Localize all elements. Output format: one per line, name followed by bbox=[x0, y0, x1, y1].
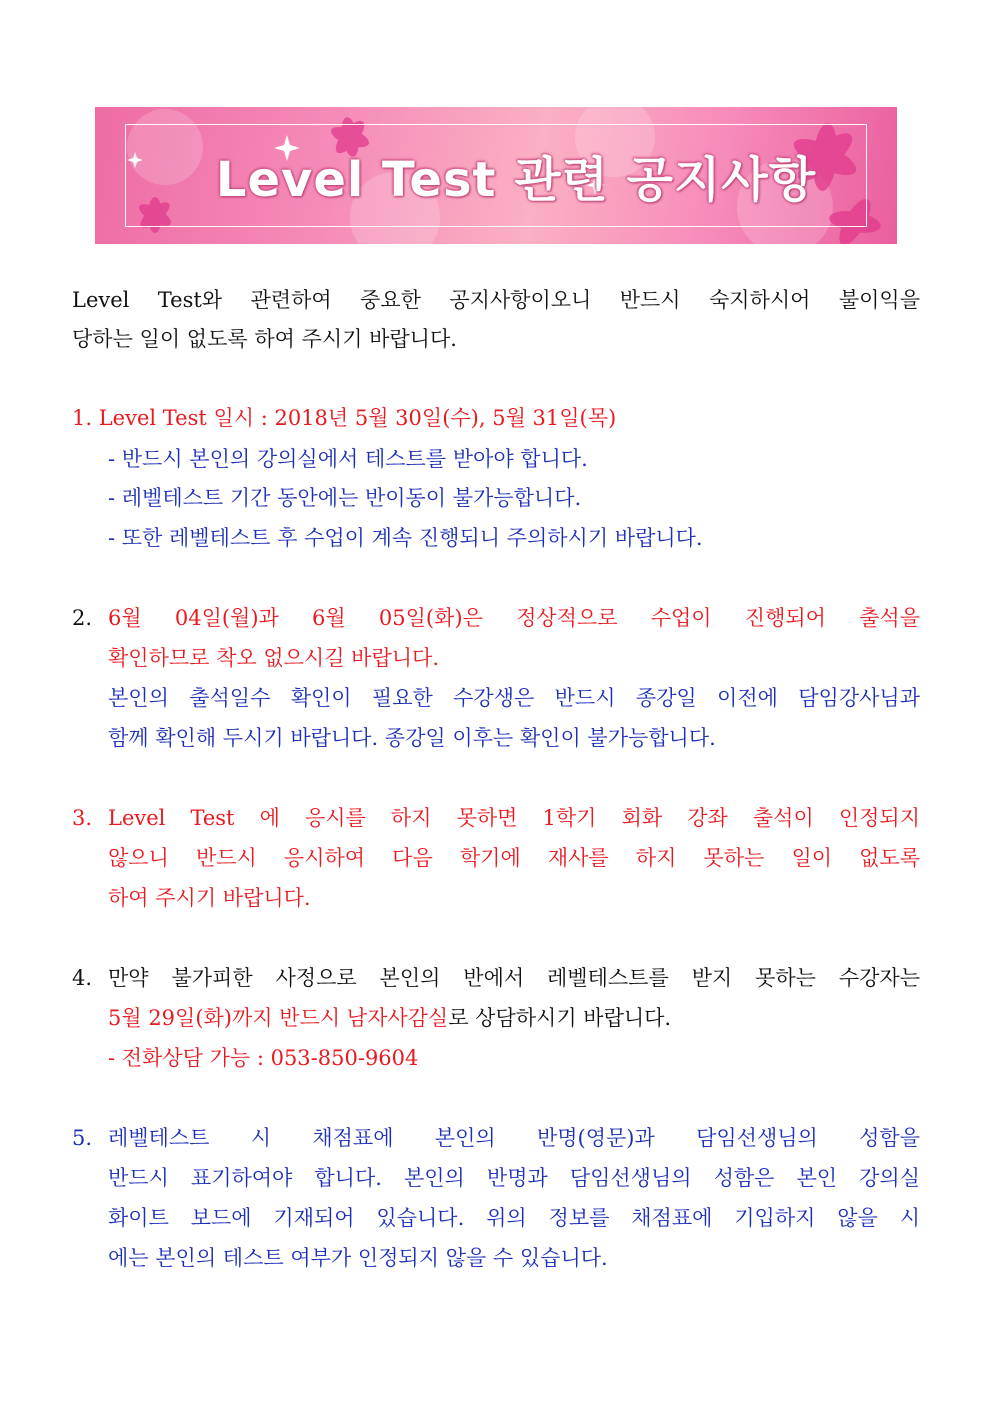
item-1-heading: 1. Level Test 일시 : 2018년 5월 30일(수), 5월 31일(목) bbox=[72, 406, 617, 430]
item-2-line-4: 함께 확인해 두시기 바랍니다. 종강일 이후는 확인이 불가능합니다. bbox=[108, 726, 716, 750]
item-4-line-2 bbox=[108, 1005, 671, 1031]
title-banner bbox=[95, 107, 897, 244]
item-5-number: 5. bbox=[72, 1126, 93, 1150]
item-5-text-1: 레벨테스트 시 채점표에 본인의 반명(영문)과 담임선생님의 성함을 bbox=[108, 1126, 920, 1150]
item-4-text-1: 만약 불가피한 사정으로 본인의 반에서 레벨테스트를 받지 못하는 수강자는 bbox=[108, 966, 920, 990]
item-2-text-1: 6월 04일(월)과 6월 05일(화)은 정상적으로 수업이 진행되어 출석을 bbox=[108, 606, 920, 630]
item-5-line-4: 에는 본인의 테스트 여부가 인정되지 않을 수 있습니다. bbox=[108, 1246, 608, 1270]
intro-text-1: Level Test와 관련하여 중요한 공지사항이오니 반드시 숙지하시어 불이익을 bbox=[72, 288, 920, 312]
item-2-text-3: 본인의 출석일수 확인이 필요한 수강생은 반드시 종강일 이전에 담임강사님과 bbox=[108, 686, 920, 710]
item-2-line-2: 확인하므로 착오 없으시길 바랍니다. bbox=[108, 646, 439, 670]
item-4-deadline-text: 5월 29일(화)까지 반드시 남자사감실 bbox=[108, 1006, 449, 1030]
item-4-line-1 bbox=[108, 965, 920, 991]
item-1-bullet-2: - 레벨테스트 기간 동안에는 반이동이 불가능합니다. bbox=[108, 486, 582, 510]
item-4-phone-line: - 전화상담 가능 : 053-850-9604 bbox=[108, 1046, 419, 1070]
item-5-line-2 bbox=[108, 1165, 920, 1191]
item-4-consult-text: 로 상담하시기 바랍니다. bbox=[448, 1006, 672, 1030]
item-3-number: 3. bbox=[72, 806, 93, 830]
page-title: Level Test 관련 공지사항 bbox=[215, 152, 817, 208]
item-2-line-1 bbox=[108, 605, 920, 631]
intro-line-2: 당하는 일이 없도록 하여 주시기 바랍니다. bbox=[72, 327, 457, 351]
intro-line-1 bbox=[72, 287, 920, 313]
item-3-line-1 bbox=[108, 805, 920, 831]
item-2-line-3 bbox=[108, 685, 920, 711]
item-4-number: 4. bbox=[72, 966, 93, 990]
item-5-line-1 bbox=[108, 1125, 920, 1151]
item-5-text-2: 반드시 표기하여야 합니다. 본인의 반명과 담임선생님의 성함은 본인 강의실 bbox=[108, 1166, 920, 1190]
item-3-line-2 bbox=[108, 845, 920, 871]
item-3-text-1: Level Test 에 응시를 하지 못하면 1학기 회화 강좌 출석이 인정되지 bbox=[108, 806, 920, 830]
item-5-line-3 bbox=[108, 1205, 920, 1231]
item-3-text-2: 않으니 반드시 응시하여 다음 학기에 재사를 하지 못하는 일이 없도록 bbox=[108, 846, 920, 870]
item-3-line-3: 하여 주시기 바랍니다. bbox=[108, 886, 311, 910]
item-1-bullet-1: - 반드시 본인의 강의실에서 테스트를 받아야 합니다. bbox=[108, 447, 588, 471]
item-5-text-3: 화이트 보드에 기재되어 있습니다. 위의 정보를 채점표에 기입하지 않을 시 bbox=[108, 1206, 920, 1230]
item-2-number: 2. bbox=[72, 606, 93, 630]
item-1-bullet-3: - 또한 레벨테스트 후 수업이 계속 진행되니 주의하시기 바랍니다. bbox=[108, 526, 703, 550]
